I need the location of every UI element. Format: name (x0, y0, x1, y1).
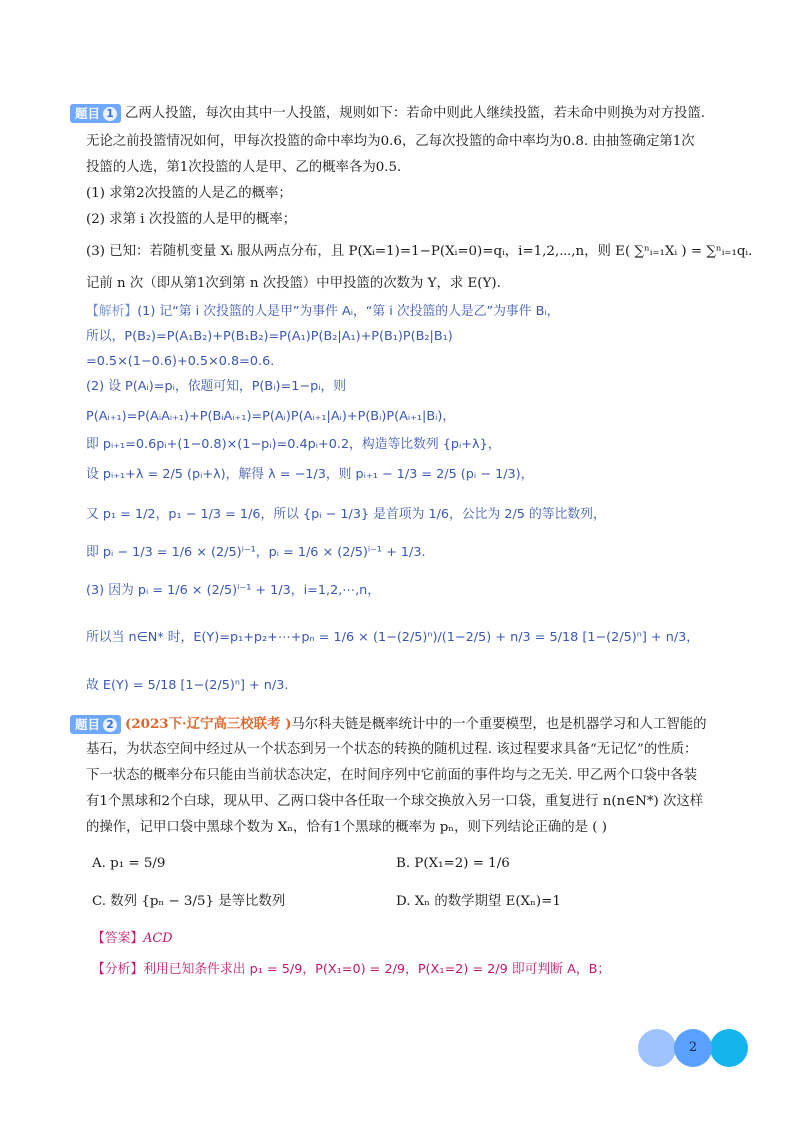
solution-line-2: 所以，P(B₂)=P(A₁B₂)+P(B₁B₂)=P(A₁)P(B₂|A₁)+P(B₁)P(B₂|B₁) (86, 329, 453, 344)
question-3-continued: 记前 n 次（即从第1次到第 n 次投篮）中甲投篮的次数为 Y，求 E(Y). (86, 276, 501, 291)
problem-2-line-4: 有1个黑球和2个白球，现从甲、乙两口袋中各任取一个球交换放入另一口袋，重复进行 n(n∈N*) 次这样 (86, 794, 704, 809)
problem-1-line-3: 投篮的人选，第1次投篮的人是甲、乙的概率各为0.5. (86, 160, 402, 175)
solution-line-9: 即 pᵢ − 1/3 = 1/6 × (2/5)ⁱ⁻¹，pᵢ = 1/6 × (2/5)ⁱ⁻¹ + 1/3. (86, 545, 426, 560)
problem-badge: 题目 1 (70, 104, 121, 123)
answer-line: 【答案】ACD (92, 931, 173, 946)
analysis-line: 【分析】利用已知条件求出 p₁ = 5/9，P(X₁=0) = 2/9，P(X₁=2) = 2/9 即可判断 A，B； (92, 962, 611, 977)
solution-line-12: 故 E(Y) = 5/18 [1−(2/5)ⁿ] + n/3. (86, 678, 289, 693)
solution-line-4: (2) 设 P(Aᵢ)=pᵢ，依题可知，P(Bᵢ)=1−pᵢ，则 (86, 379, 347, 394)
solution-line-3: =0.5×(1−0.6)+0.5×0.8=0.6. (86, 354, 275, 369)
solution-line-11: 所以当 n∈N* 时，E(Y)=p₁+p₂+⋯+pₙ = 1/6 × (1−(2/5)ⁿ)/(1−2/5) + n/3 = 5/18 [1−(2/5)ⁿ] + n/3， (86, 630, 700, 645)
question-3: (3) 已知：若随机变量 Xᵢ 服从两点分布，且 P(Xᵢ=1)=1−P(Xᵢ=0)=qᵢ，i=1,2,⋯,n，则 E( ∑ⁿᵢ₌₁Xᵢ ) = ∑ⁿᵢ₌₁qᵢ. (86, 244, 753, 259)
solution-line-1: 【解析】(1) 记“第 i 次投篮的人是甲”为事件 Aᵢ，“第 i 次投篮的人是乙”为事件 Bᵢ， (86, 304, 560, 319)
problem-2-line-5: 的操作，记甲口袋中黑球个数为 Xₙ，恰有1个黑球的概率为 pₙ，则下列结论正确的是 ( ) (86, 820, 607, 835)
solution-line-7: 设 pᵢ₊₁+λ = 2/5 (pᵢ+λ)，解得 λ = −1/3，则 pᵢ₊₁ − 1/3 = 2/5 (pᵢ − 1/3)， (86, 467, 534, 482)
option-c: C. 数列 {pₙ − 3/5} 是等比数列 (92, 894, 286, 909)
problem-2-line-3: 下一状态的概率分布只能由当前状态决定，在时间序列中它前面的事件均与之无关. 甲乙两个口袋中各装 (86, 768, 698, 783)
bubble-light (638, 1029, 676, 1067)
problem-badge: 题目 2 (70, 715, 121, 734)
solution-line-8: 又 p₁ = 1/2，p₁ − 1/3 = 1/6，所以 {pᵢ − 1/3} 是首项为 1/6，公比为 2/5 的等比数列， (86, 507, 606, 522)
option-a: A. p₁ = 5/9 (92, 856, 166, 871)
problem-1-line-2: 无论之前投篮情况如何，甲每次投篮的命中率均为0.6，乙每次投篮的命中率均为0.8. 由抽签确定第1次 (86, 134, 695, 149)
problem-2-line-2: 基石，为状态空间中经过从一个状态到另一个状态的转换的随机过程. 该过程要求具备“无记忆”的性质： (86, 742, 698, 757)
problem-1-line-1: 题目 1 乙两人投篮，每次由其中一人投篮，规则如下：若命中则此人继续投篮，若未命中则换为对方投篮. (70, 104, 705, 124)
option-d: D. Xₙ 的数学期望 E(Xₙ)=1 (396, 894, 561, 909)
solution-line-10: (3) 因为 pᵢ = 1/6 × (2/5)ⁱ⁻¹ + 1/3，i=1,2,⋯,n， (86, 583, 381, 598)
bubble-cyan (710, 1029, 748, 1067)
problem-2-line-1: 题目 2 (2023下·辽宁高三校联考 )马尔科夫链是概率统计中的一个重要模型，也是机器学习和人工智能的 (70, 714, 707, 735)
page-number-decoration (638, 1029, 750, 1067)
solution-line-6: 即 pᵢ₊₁=0.6pᵢ+(1−0.8)×(1−pᵢ)=0.4pᵢ+0.2，构造等比数列 {pᵢ+λ}， (86, 437, 501, 452)
page-number: 2 (688, 1040, 698, 1055)
question-2: (2) 求第 i 次投篮的人是甲的概率； (86, 212, 297, 227)
option-b: B. P(X₁=2) = 1/6 (396, 856, 510, 871)
solution-line-5: P(Aᵢ₊₁)=P(AᵢAᵢ₊₁)+P(BᵢAᵢ₊₁)=P(Aᵢ)P(Aᵢ₊₁|Aᵢ)+P(Bᵢ)P(Aᵢ₊₁|Bᵢ)， (86, 409, 456, 424)
problem-source: (2023下·辽宁高三校联考 ) (125, 716, 292, 732)
question-1: (1) 求第2次投篮的人是乙的概率； (86, 186, 292, 201)
